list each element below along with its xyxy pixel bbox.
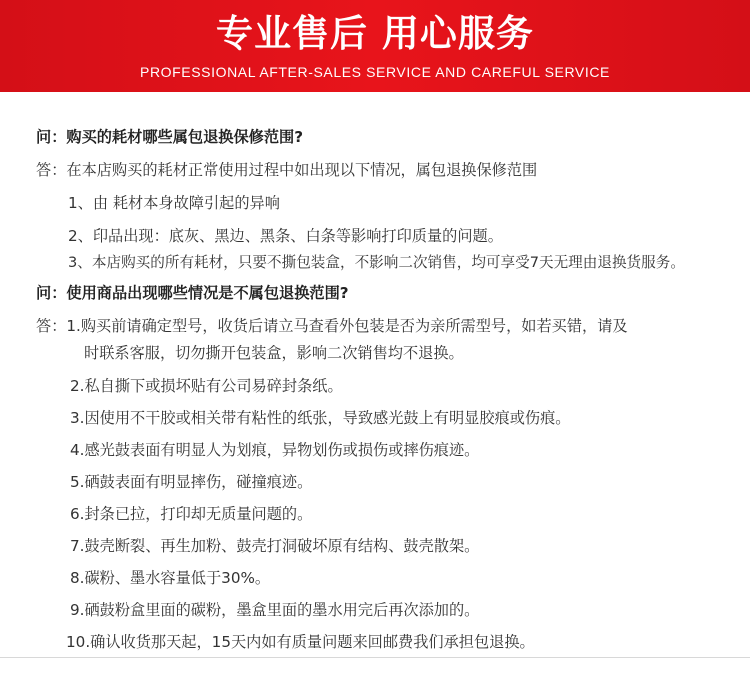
faq2-item: 3.因使用不干胶或相关带有粘性的纸张，导致感光鼓上有明显胶痕或伤痕。 [70, 409, 571, 427]
faq1-answer-intro: 答：在本店购买的耗材正常使用过程中如出现以下情况，属包退换保修范围 [36, 161, 538, 179]
bottom-divider [0, 657, 750, 658]
faq1-item: 3、本店购买的所有耗材，只要不撕包装盒，不影响二次销售，均可享受7天无理由退换货服务。 [68, 254, 685, 271]
faq2-item: 9.硒鼓粉盒里面的碳粉，墨盒里面的墨水用完后再次添加的。 [70, 601, 480, 619]
faq2-item: 6.封条已拉，打印却无质量问题的。 [70, 505, 313, 523]
faq2-item: 5.硒鼓表面有明显摔伤，碰撞痕迹。 [70, 473, 313, 491]
faq1-item: 1、由 耗材本身故障引起的异响 [68, 194, 280, 212]
faq2-question: 问：使用商品出现哪些情况是不属包退换范围? [36, 284, 349, 302]
faq2-item: 8.碳粉、墨水容量低于30%。 [70, 569, 271, 587]
faq2-item: 2.私自撕下或损坏贴有公司易碎封条纸。 [70, 377, 343, 395]
faq1-question: 问：购买的耗材哪些属包退换保修范围? [36, 128, 303, 146]
faq2-item: 10.确认收货那天起，15天内如有质量问题来回邮费我们承担包退换。 [66, 633, 535, 651]
faq2-answer-line1: 答：1.购买前请确定型号，收货后请立马查看外包装是否为亲所需型号，如若买错，请及 [36, 317, 628, 335]
faq2-item: 4.感光鼓表面有明显人为划痕，异物划伤或损伤或摔伤痕迹。 [70, 441, 480, 459]
banner-title: 专业售后 用心服务 [216, 12, 534, 55]
faq2-item: 7.鼓壳断裂、再生加粉、鼓壳打洞破坏原有结构、鼓壳散架。 [70, 537, 480, 555]
banner-subtitle: PROFESSIONAL AFTER-SALES SERVICE AND CAREFUL SERVICE [140, 64, 610, 80]
header-banner [0, 0, 750, 92]
faq2-answer-line2: 时联系客服，切勿撕开包装盒，影响二次销售均不退换。 [84, 344, 464, 362]
faq1-item: 2、印品出现：底灰、黑边、黑条、白条等影响打印质量的问题。 [68, 227, 503, 245]
